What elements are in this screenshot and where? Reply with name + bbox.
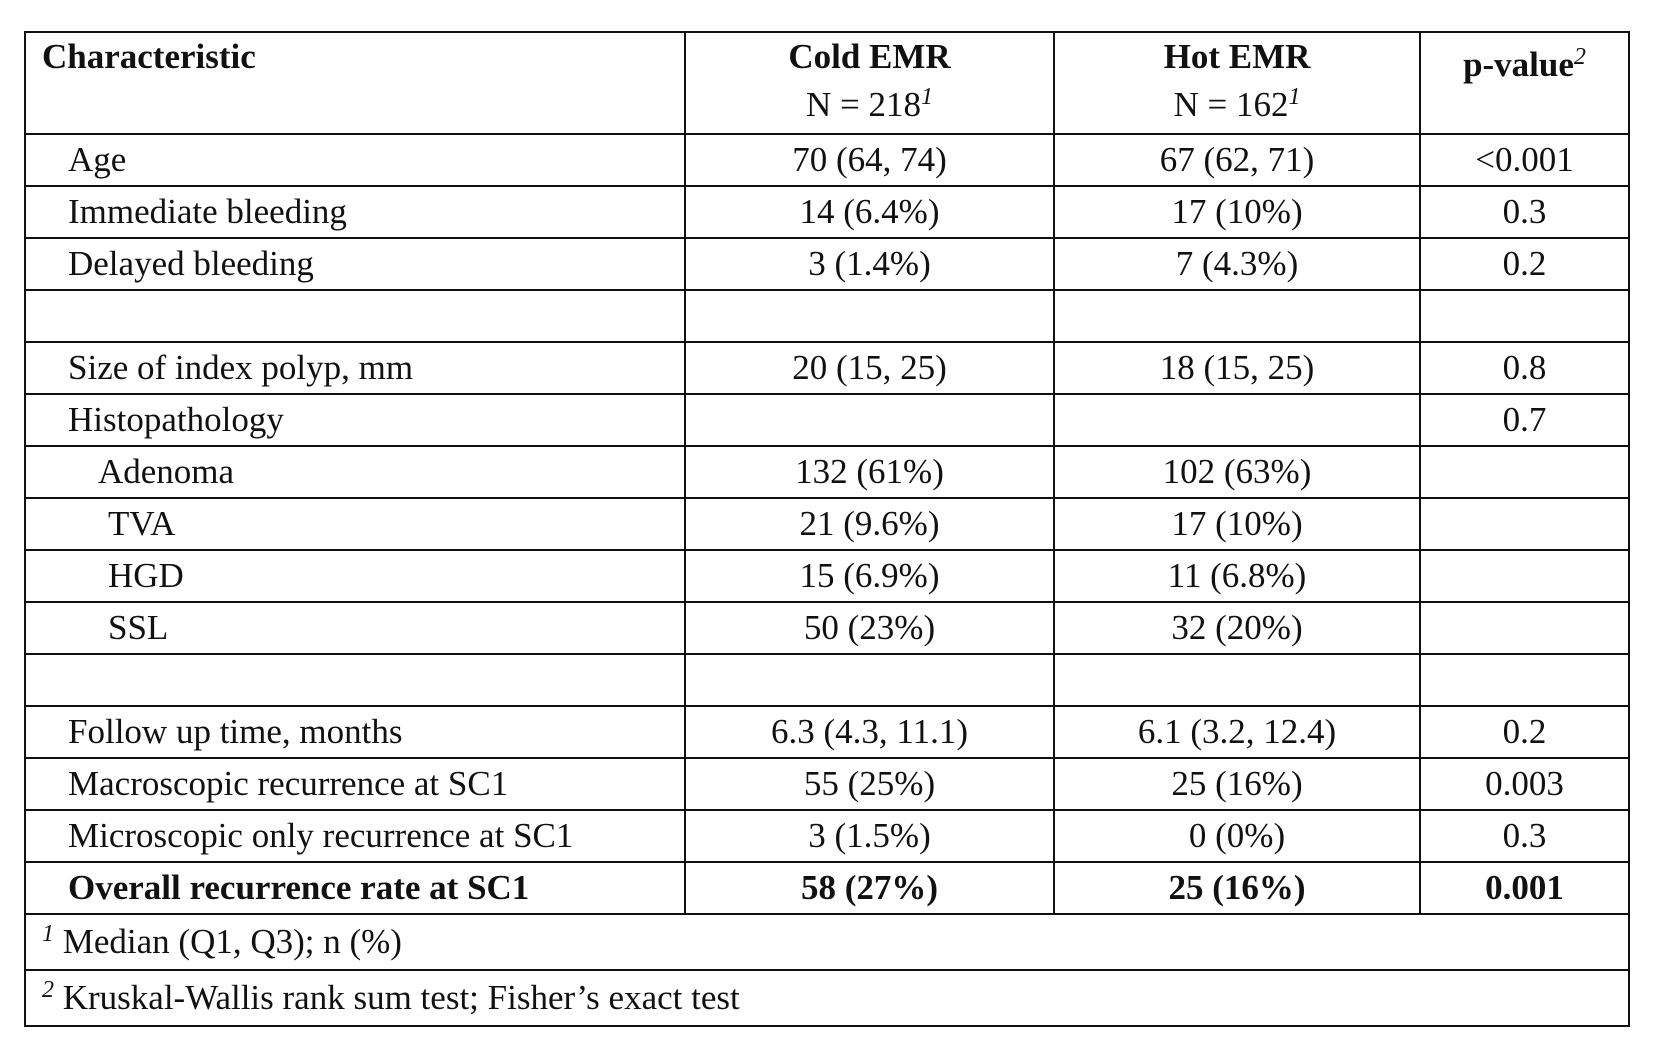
hot-emr-value: 7 (4.3%) — [1054, 238, 1420, 290]
p-value: 0.3 — [1420, 810, 1629, 862]
header-p-value-label: p-value — [1463, 45, 1574, 84]
row-label: Adenoma — [25, 446, 685, 498]
cold-emr-value: 15 (6.9%) — [685, 550, 1054, 602]
header-hot-emr — [1054, 32, 1420, 134]
empty-cell — [1054, 290, 1420, 342]
empty-cell — [25, 290, 685, 342]
table-row-delayed-bleeding — [25, 238, 1629, 290]
footnote-1-text: Median (Q1, Q3); n (%) — [54, 922, 402, 961]
row-label: Microscopic only recurrence at SC1 — [25, 810, 685, 862]
hot-emr-value: 32 (20%) — [1054, 602, 1420, 654]
header-characteristic — [25, 32, 685, 134]
footnote-row-2 — [25, 970, 1629, 1026]
table-row-immediate-bleeding — [25, 186, 1629, 238]
empty-cell — [1420, 290, 1629, 342]
cold-emr-value: 3 (1.5%) — [685, 810, 1054, 862]
empty-cell — [25, 654, 685, 706]
header-hot-emr-label: Hot EMR — [1163, 37, 1311, 76]
empty-cell — [1420, 654, 1629, 706]
hot-emr-value: 6.1 (3.2, 12.4) — [1054, 706, 1420, 758]
table-row-spacer — [25, 654, 1629, 706]
table-row-overall-recurrence — [25, 862, 1629, 914]
p-value: 0.003 — [1420, 758, 1629, 810]
cold-emr-value: 21 (9.6%) — [685, 498, 1054, 550]
row-label: Size of index polyp, mm — [25, 342, 685, 394]
empty-cell — [685, 290, 1054, 342]
table-row-microscopic-recurrence — [25, 810, 1629, 862]
footnote-1-mark: 1 — [42, 921, 54, 947]
row-label: Histopathology — [25, 394, 685, 446]
row-label: Overall recurrence rate at SC1 — [25, 862, 685, 914]
header-cold-emr — [685, 32, 1054, 134]
header-p-value — [1420, 32, 1629, 134]
cold-emr-value: 55 (25%) — [685, 758, 1054, 810]
header-cold-n-sup: 1 — [921, 84, 933, 110]
p-value: 0.3 — [1420, 186, 1629, 238]
cold-emr-value — [685, 394, 1054, 446]
row-label: SSL — [25, 602, 685, 654]
p-value: 0.001 — [1420, 862, 1629, 914]
hot-emr-value: 67 (62, 71) — [1054, 134, 1420, 186]
cold-emr-value: 20 (15, 25) — [685, 342, 1054, 394]
header-cold-emr-label: Cold EMR — [788, 37, 951, 76]
hot-emr-value: 17 (10%) — [1054, 498, 1420, 550]
empty-cell — [685, 654, 1054, 706]
hot-emr-value: 17 (10%) — [1054, 186, 1420, 238]
header-p-value-sup: 2 — [1573, 44, 1586, 70]
header-cold-n-text: N = 218 — [805, 85, 921, 124]
footnote-2 — [25, 970, 1629, 1026]
table-row-macroscopic-recurrence — [25, 758, 1629, 810]
hot-emr-value — [1054, 394, 1420, 446]
empty-cell — [1054, 654, 1420, 706]
table-row-ssl — [25, 602, 1629, 654]
cold-emr-value: 50 (23%) — [685, 602, 1054, 654]
footnote-2-text: Kruskal-Wallis rank sum test; Fisher’s exact test — [54, 978, 740, 1017]
p-value — [1420, 602, 1629, 654]
table-row-index-polyp-size — [25, 342, 1629, 394]
p-value — [1420, 498, 1629, 550]
footnote-1 — [25, 914, 1629, 970]
p-value: 0.7 — [1420, 394, 1629, 446]
hot-emr-value: 102 (63%) — [1054, 446, 1420, 498]
row-label: Immediate bleeding — [25, 186, 685, 238]
cold-emr-value: 70 (64, 74) — [685, 134, 1054, 186]
row-label: HGD — [25, 550, 685, 602]
hot-emr-value: 25 (16%) — [1054, 758, 1420, 810]
p-value: 0.2 — [1420, 238, 1629, 290]
cold-emr-value: 14 (6.4%) — [685, 186, 1054, 238]
cold-emr-value: 58 (27%) — [685, 862, 1054, 914]
row-label: Macroscopic recurrence at SC1 — [25, 758, 685, 810]
table-row-adenoma — [25, 446, 1629, 498]
header-hot-n-text: N = 162 — [1173, 85, 1289, 124]
header-hot-emr-n — [1055, 81, 1419, 129]
results-table — [24, 31, 1630, 1027]
table-row-hgd — [25, 550, 1629, 602]
header-characteristic-label: Characteristic — [42, 37, 256, 76]
footnote-row-1 — [25, 914, 1629, 970]
table-row-tva — [25, 498, 1629, 550]
hot-emr-value: 11 (6.8%) — [1054, 550, 1420, 602]
row-label: Delayed bleeding — [25, 238, 685, 290]
footnote-2-mark: 2 — [42, 977, 54, 1003]
p-value: 0.2 — [1420, 706, 1629, 758]
p-value: 0.8 — [1420, 342, 1629, 394]
row-label: Age — [25, 134, 685, 186]
p-value — [1420, 446, 1629, 498]
hot-emr-value: 0 (0%) — [1054, 810, 1420, 862]
cold-emr-value: 132 (61%) — [685, 446, 1054, 498]
p-value: <0.001 — [1420, 134, 1629, 186]
header-cold-emr-n — [686, 81, 1053, 129]
table-row-spacer — [25, 290, 1629, 342]
hot-emr-value: 18 (15, 25) — [1054, 342, 1420, 394]
header-hot-n-sup: 1 — [1288, 84, 1301, 110]
header-row — [25, 32, 1629, 134]
row-label: TVA — [25, 498, 685, 550]
cold-emr-value: 3 (1.4%) — [685, 238, 1054, 290]
table-row-age — [25, 134, 1629, 186]
results-table-container — [24, 31, 1628, 1027]
cold-emr-value: 6.3 (4.3, 11.1) — [685, 706, 1054, 758]
table-row-histopathology — [25, 394, 1629, 446]
table-row-follow-up-time — [25, 706, 1629, 758]
row-label: Follow up time, months — [25, 706, 685, 758]
hot-emr-value: 25 (16%) — [1054, 862, 1420, 914]
p-value — [1420, 550, 1629, 602]
